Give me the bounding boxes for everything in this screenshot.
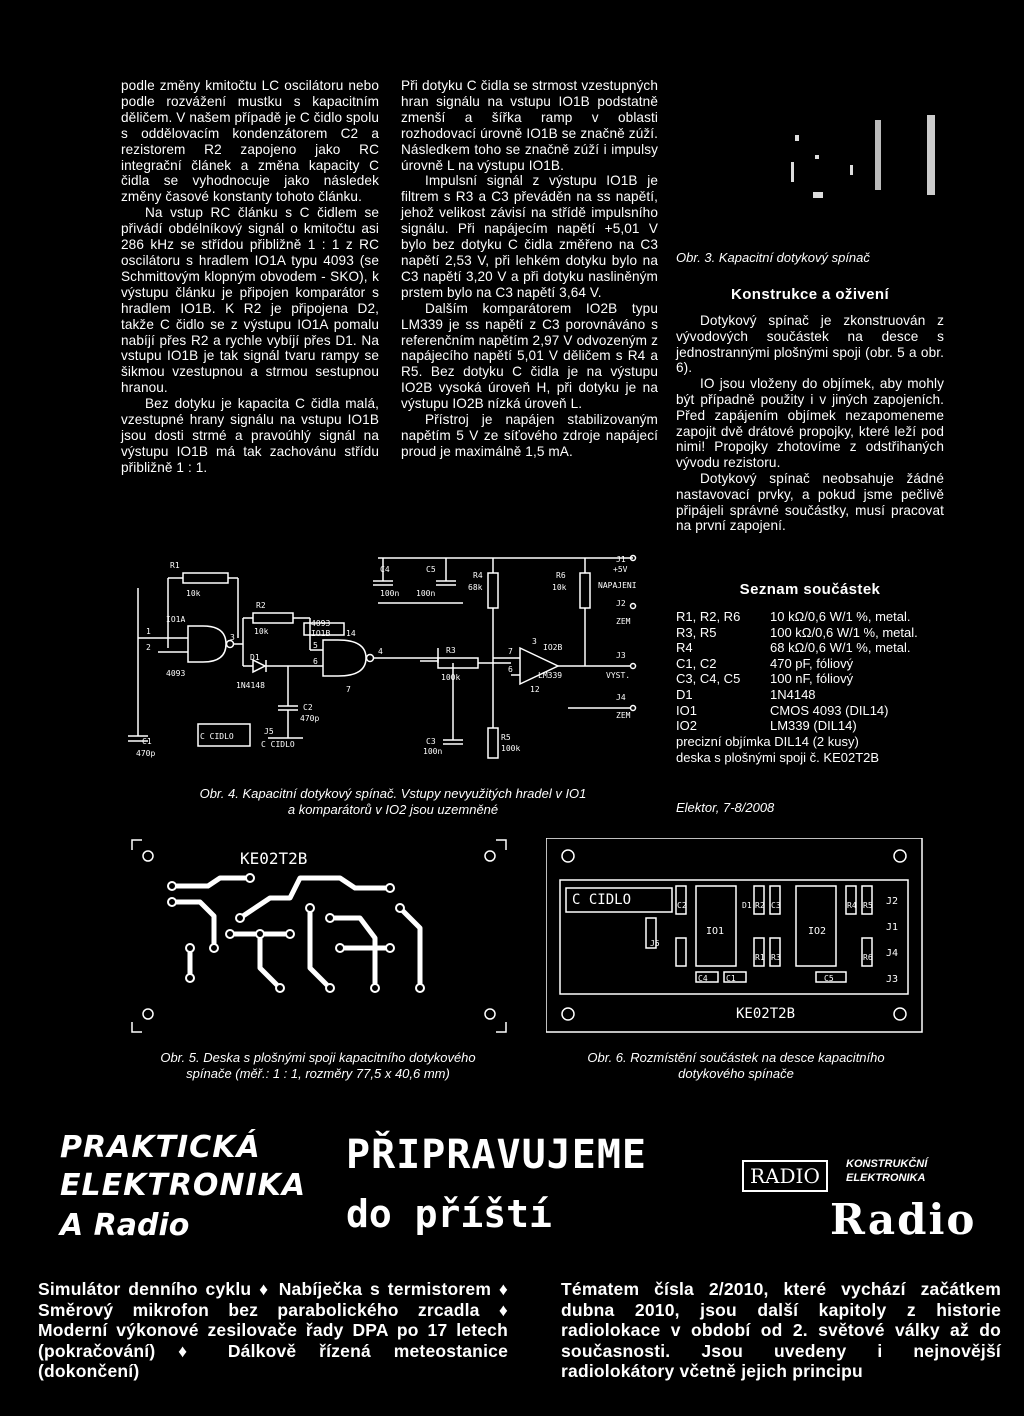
label: 68k xyxy=(468,583,483,592)
part-value: 1N4148 xyxy=(770,686,816,702)
label: 6 xyxy=(313,657,318,666)
label: IO1B xyxy=(311,629,331,638)
parts-row xyxy=(676,625,944,641)
label: ZEM xyxy=(616,617,631,626)
label: 1 xyxy=(146,627,151,636)
label: R3 xyxy=(446,646,456,655)
label: IO2B xyxy=(543,643,563,652)
fig4-caption-2: a komparátorů v IO2 jsou uzemněné xyxy=(287,802,499,817)
fig3-caption: Obr. 3. Kapacitní dotykový spínač xyxy=(676,250,870,265)
label: J3 xyxy=(886,974,899,985)
part-value: 470 pF, fóliový xyxy=(770,655,854,671)
part-ref: C1, C2 xyxy=(676,655,717,671)
photo-graphic xyxy=(755,110,955,210)
label: J4 xyxy=(616,693,626,702)
paragraph: Na vstup RC článku s C čidlem se přivádí obdélníkový signál o kmitočtu asi 286 kHz se střídou přibližně 1 : 1 z RC oscilátoru s hradlem IO1A typu 4093 (se Schmittovým klopným obvodem - SKO), k výstupu článku je připojen komparátor s hradlem IO1B. K R2 je připojena D2, takže C čidlo se z výstupu IO1A pomalu nabíjí přes R2 a rychle vybíjí přes D1. Na vstupu IO1B je tak signál tvaru rampy se šikmou vzestupnou a strmou sestupnou hranou. xyxy=(121,205,379,396)
label: +5V xyxy=(613,565,628,574)
label: 14 xyxy=(346,629,356,638)
paragraph: Přístroj je napájen stabilizovaným napětím 5 V ze síťového zdroje napájecí proud je maximálně 1,5 mA. xyxy=(401,412,658,459)
label: KE02T2B xyxy=(736,1006,796,1022)
part-value: 10 kΩ/0,6 W/1 %, metal. xyxy=(770,609,911,624)
label: C3 xyxy=(771,901,781,910)
fig5-caption-1: Obr. 5. Deska s plošnými spoji kapacitního dotykového xyxy=(160,1050,476,1065)
label: 10k xyxy=(186,589,201,598)
label: C CIDLO xyxy=(261,740,295,749)
label: C5 xyxy=(426,565,436,574)
label: R6 xyxy=(863,953,873,962)
part-value: CMOS 4093 (DIL14) xyxy=(770,702,889,718)
label: VYST. xyxy=(606,671,631,680)
label: C2 xyxy=(303,703,313,712)
label: 470p xyxy=(300,714,320,723)
part-value: 100 nF, fóliový xyxy=(770,671,854,687)
label: J2 xyxy=(616,599,626,608)
label: J5 xyxy=(264,727,274,736)
label: IO2 xyxy=(808,926,827,937)
parts-extra xyxy=(676,734,944,765)
parts-list xyxy=(676,609,944,734)
label: 4093 xyxy=(311,619,331,628)
part-ref: D1 xyxy=(676,686,693,702)
text-column-1 xyxy=(121,78,379,476)
konstrukcni-label: KONSTRUKČNÍ xyxy=(846,1158,928,1170)
label: R4 xyxy=(847,901,857,910)
fig6-caption-2: dotykového spínače xyxy=(678,1066,794,1081)
paragraph: Dotykový spínač je zkonstruován z vývodových součástek na desce s jednostrannými plošnými spoji (obr. 5 a obr. 6). xyxy=(676,313,944,376)
label: 100n xyxy=(423,747,443,756)
parts-heading: Seznam součástek xyxy=(739,581,881,598)
label: R1 xyxy=(170,561,180,570)
component-layout xyxy=(546,838,924,1034)
parts-row xyxy=(676,687,944,703)
label: R2 xyxy=(755,901,765,910)
radio-logo-large: Radio xyxy=(830,1195,977,1244)
source-credit: Elektor, 7-8/2008 xyxy=(676,800,775,815)
label: C2 xyxy=(677,901,687,910)
fig4-caption-1: Obr. 4. Kapacitní dotykový spínač. Vstupy nevyužitých hradel v IO1 xyxy=(199,786,587,801)
part-ref: IO2 xyxy=(676,718,697,734)
label: 12 xyxy=(530,685,540,694)
part-ref: R1, R2, R6 xyxy=(676,609,741,624)
label: 100n xyxy=(380,589,400,598)
pcb-artwork xyxy=(130,838,508,1034)
label: 7 xyxy=(346,685,351,694)
label: 470p xyxy=(136,749,156,758)
next-issue-theme: Tématem čísla 2/2010, které vychází začátkem dubna 2010, jsou další kapitoly z historie radiolokace v období od 2. světové války až do současnosti. Jsou uvedeny i nejnovější radiolokátory včetně jejich principu xyxy=(561,1279,1001,1381)
part-value: 100 kΩ/0,6 W/1 %, metal. xyxy=(770,624,918,640)
label: 100k xyxy=(501,744,521,753)
elektronika-label: ELEKTRONIKA xyxy=(846,1172,926,1184)
fig6-caption-1: Obr. 6. Rozmístění součástek na desce kapacitního xyxy=(587,1050,885,1065)
label: J3 xyxy=(616,651,626,660)
label: IO1A xyxy=(166,615,186,624)
label: 3 xyxy=(230,633,235,642)
label: C4 xyxy=(380,565,390,574)
label: 10k xyxy=(552,583,567,592)
label: 5 xyxy=(313,641,318,650)
part-ref: R3, R5 xyxy=(676,624,717,640)
label: ZEM xyxy=(616,711,631,720)
label: J1 xyxy=(616,555,626,564)
paragraph: IO jsou vloženy do objímek, aby mohly být případně použity i v jiných zapojeních. Před zapájením objímek nezapomeneme zapojit dvě drátové propojky, které leží pod nimi! Propojky zhotovíme z odstřihaných vývodu rezistoru. xyxy=(676,376,944,471)
parts-row xyxy=(676,640,944,656)
label: IO1 xyxy=(706,926,725,937)
paragraph: Dalším komparátorem IO2B typu LM339 je ss napětí z C3 porovnáváno s referenčním napětím 2,97 V odvozeným z napájecího napětí 5,01 V děličem s R4 a R5. Bez dotyku C čidla je na výstupu IO2B vysoká úroveň H, při dotyku je na výstupu IO2B nízká úroveň L. xyxy=(401,300,658,412)
paragraph: Impulsní signál z výstupu IO1B je filtrem s R3 a C3 převáděn na ss napětí, jehož velikost závisí na střídě impulsního signálu. Při napájecím napětí +5,01 V bylo bez dotyku C čidla změřeno na C3 napětí 2,53 V, při lehkém dotyku bylo na C3 napětí 3,20 V a při dotyku nasliněným prstem bylo na C3 napětí 3,64 V. xyxy=(401,173,658,300)
parts-row xyxy=(676,703,944,719)
text-column-3 xyxy=(676,313,944,534)
label: C1 xyxy=(142,737,152,746)
schematic-diagram xyxy=(128,548,658,783)
label: C5 xyxy=(824,974,834,983)
label: C CIDLO xyxy=(572,892,632,908)
fig5-caption-2: spínače (měř.: 1 : 1, rozměry 77,5 x 40,6 mm) xyxy=(186,1066,450,1081)
label: R4 xyxy=(473,571,483,580)
label: C4 xyxy=(698,974,708,983)
preview-heading: PŘIPRAVUJEME xyxy=(346,1132,647,1178)
paragraph: Při dotyku C čidla se strmost vzestupných hran signálu na vstupu IO1B podstatně zmenší a šířka ramp v oblasti rozhodovací úrovně IO1B se značně zúží. Následkem toho se značně zúží i impulsy úrovně L na výstupu IO1B. xyxy=(401,78,658,173)
parts-extra-2: deska s plošnými spoji č. KE02T2B xyxy=(676,749,880,765)
parts-row xyxy=(676,671,944,687)
paragraph: podle změny kmitočtu LC oscilátoru nebo podle rozvážení mustku s kapacitním děličem. V našem případě je C čidlo spolu s oddělovacím kondenzátorem C2 a rezistorem R2 zapojeno jako RC integrační článek a změna kapacity C čidla se vyhodnocuje jako následek změny časové konstanty tohoto článku. xyxy=(121,78,379,205)
label: J1 xyxy=(886,922,899,933)
paragraph: Bez dotyku je kapacita C čidla malá, vzestupné hrany signálu na vstupu IO1B jsou dosti strmé a pravoúhlý signál na výstupu IO1B má tak zachovánu střídu přibližně 1 : 1. xyxy=(121,396,379,475)
photo-capacitive-switch xyxy=(755,110,955,210)
radio-logo-box: RADIO xyxy=(742,1160,828,1192)
label: R3 xyxy=(771,953,781,962)
label: 100k xyxy=(441,673,461,682)
label: R5 xyxy=(863,901,873,910)
label: 100n xyxy=(416,589,436,598)
text-column-2 xyxy=(401,78,658,460)
label: C1 xyxy=(726,974,736,983)
label: J2 xyxy=(886,896,899,907)
label: R2 xyxy=(256,601,266,610)
brand-line-1: PRAKTICKÁ xyxy=(60,1130,261,1165)
brand-line-2: ELEKTRONIKA xyxy=(60,1168,307,1203)
label: J4 xyxy=(886,948,899,959)
brand-line-3: A Radio xyxy=(60,1208,190,1243)
part-ref: R4 xyxy=(676,640,693,656)
label: 10k xyxy=(254,627,269,636)
pcb-label: KE02T2B xyxy=(240,849,308,868)
part-ref: C3, C4, C5 xyxy=(676,671,741,687)
label: R1 xyxy=(755,953,765,962)
label: NAPAJENI xyxy=(598,581,637,590)
label: 6 xyxy=(508,665,513,674)
part-value: LM339 (DIL14) xyxy=(770,718,857,734)
part-value: 68 kΩ/0,6 W/1 %, metal. xyxy=(770,640,911,656)
next-issue-topics: Simulátor denního cyklu ♦ Nabíječka s termistorem ♦ Směrový mikrofon bez parabolického zrcadla ♦ Moderní výkonové zesilovače řady DPA po 17 letech (pokračování) ♦ Dálkově řízená meteostanice (dokončení) xyxy=(38,1279,508,1381)
parts-row xyxy=(676,718,944,734)
label: LM339 xyxy=(538,671,563,680)
parts-row xyxy=(676,656,944,672)
label: 2 xyxy=(146,643,151,652)
label: R6 xyxy=(556,571,566,580)
label: 1N4148 xyxy=(236,681,265,690)
label: 3 xyxy=(532,637,537,646)
part-ref: IO1 xyxy=(676,702,697,718)
section-heading: Konstrukce a oživení xyxy=(730,286,890,303)
parts-extra-1: precizní objímka DIL14 (2 kusy) xyxy=(676,734,859,749)
label: 4 xyxy=(378,647,383,656)
label: C3 xyxy=(426,737,436,746)
label: D1 xyxy=(250,653,260,662)
preview-subheading: do příští xyxy=(346,1192,552,1236)
paragraph: Dotykový spínač neobsahuje žádné nastavovací prvky, a pokud jsme pečlivě připájeli správné součástky, musí pracovat na první zapojení. xyxy=(676,470,944,534)
label: D1 xyxy=(742,901,752,910)
parts-row xyxy=(676,609,944,625)
label: C CIDLO xyxy=(200,732,234,741)
label: 7 xyxy=(508,647,513,656)
label: 4093 xyxy=(166,669,186,678)
label: J5 xyxy=(650,939,660,948)
label: R5 xyxy=(501,733,511,742)
